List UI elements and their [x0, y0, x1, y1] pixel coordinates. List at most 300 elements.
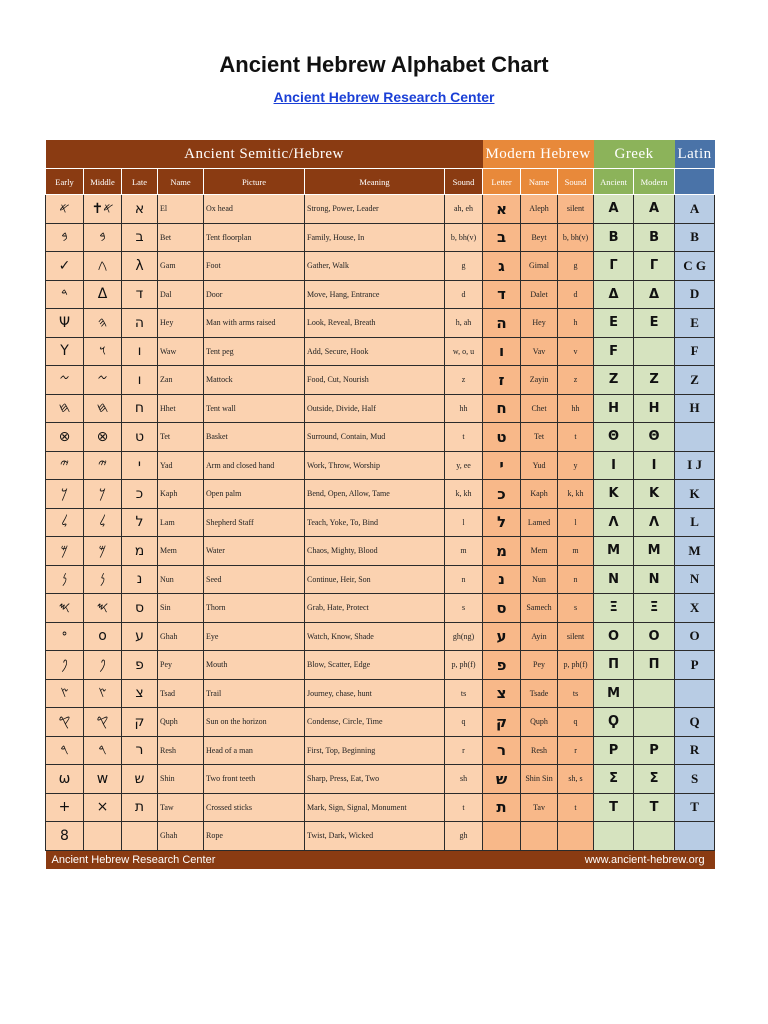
greek-ancient: O — [594, 622, 634, 651]
picture-cell: Head of a man — [204, 736, 305, 765]
early-glyph: 𐤀 — [46, 195, 84, 224]
greek-ancient: A — [594, 195, 634, 224]
early-glyph: Y — [46, 337, 84, 366]
meaning-cell: Add, Secure, Hook — [305, 337, 445, 366]
modern-letter: פ — [483, 651, 521, 680]
early-glyph: 𐤏 — [46, 622, 84, 651]
middle-glyph: 𐤒 — [84, 708, 122, 737]
sound-cell: gh — [445, 822, 483, 851]
greek-ancient: Z — [594, 366, 634, 395]
greek-modern — [634, 337, 675, 366]
modern-name: Tet — [521, 423, 558, 452]
modern-letter: ר — [483, 736, 521, 765]
letter-name: Ghah — [158, 622, 204, 651]
modern-sound — [558, 822, 594, 851]
modern-sound: g — [558, 252, 594, 281]
meaning-cell: Teach, Yoke, To, Bind — [305, 508, 445, 537]
modern-name: Chet — [521, 394, 558, 423]
middle-glyph: 𐤐 — [84, 651, 122, 680]
greek-ancient: Π — [594, 651, 634, 680]
modern-sound: y — [558, 451, 594, 480]
sound-cell: p, ph(f) — [445, 651, 483, 680]
picture-cell: Crossed sticks — [204, 793, 305, 822]
col-header-name: Name — [158, 169, 204, 195]
early-glyph: 𐤃 — [46, 280, 84, 309]
greek-ancient: Ξ — [594, 594, 634, 623]
early-glyph: 𐤁 — [46, 223, 84, 252]
greek-ancient: P — [594, 736, 634, 765]
meaning-cell: Look, Reveal, Breath — [305, 309, 445, 338]
early-glyph: 𐤐 — [46, 651, 84, 680]
modern-name: Tav — [521, 793, 558, 822]
modern-letter: נ — [483, 565, 521, 594]
letter-name: El — [158, 195, 204, 224]
latin-letter: S — [675, 765, 715, 794]
letter-name: Gam — [158, 252, 204, 281]
modern-name: Mem — [521, 537, 558, 566]
middle-glyph: 𐤍 — [84, 565, 122, 594]
greek-ancient: F — [594, 337, 634, 366]
modern-name: Ayin — [521, 622, 558, 651]
greek-ancient: K — [594, 480, 634, 509]
early-glyph: Ψ — [46, 309, 84, 338]
greek-modern: A — [634, 195, 675, 224]
early-glyph: ⊗ — [46, 423, 84, 452]
late-glyph: ר — [122, 736, 158, 765]
latin-letter: K — [675, 480, 715, 509]
early-glyph: 𐤊 — [46, 480, 84, 509]
modern-sound: s — [558, 594, 594, 623]
sound-cell: s — [445, 594, 483, 623]
meaning-cell: Twist, Dark, Wicked — [305, 822, 445, 851]
middle-glyph: 𐤎 — [84, 594, 122, 623]
greek-ancient: E — [594, 309, 634, 338]
modern-name: Lamed — [521, 508, 558, 537]
late-glyph: λ — [122, 252, 158, 281]
modern-name: Dalet — [521, 280, 558, 309]
table-row — [46, 223, 715, 252]
picture-cell: Door — [204, 280, 305, 309]
greek-ancient: T — [594, 793, 634, 822]
late-glyph: מ — [122, 537, 158, 566]
letter-name: Bet — [158, 223, 204, 252]
latin-letter: P — [675, 651, 715, 680]
picture-cell: Ox head — [204, 195, 305, 224]
sound-cell: t — [445, 793, 483, 822]
letter-name: Waw — [158, 337, 204, 366]
modern-letter: כ — [483, 480, 521, 509]
modern-letter: ק — [483, 708, 521, 737]
table-row — [46, 679, 715, 708]
table-row — [46, 280, 715, 309]
greek-modern: Δ — [634, 280, 675, 309]
meaning-cell: Mark, Sign, Signal, Monument — [305, 793, 445, 822]
modern-letter — [483, 822, 521, 851]
modern-sound: m — [558, 537, 594, 566]
modern-name: Vav — [521, 337, 558, 366]
letter-name: Taw — [158, 793, 204, 822]
greek-modern: I — [634, 451, 675, 480]
modern-sound: sh, s — [558, 765, 594, 794]
picture-cell: Two front teeth — [204, 765, 305, 794]
middle-glyph: ✝𐤀 — [84, 195, 122, 224]
latin-letter: B — [675, 223, 715, 252]
late-glyph: ו — [122, 366, 158, 395]
early-glyph: 𐤌 — [46, 537, 84, 566]
table-row — [46, 822, 715, 851]
latin-letter: N — [675, 565, 715, 594]
late-glyph — [122, 822, 158, 851]
modern-letter: ב — [483, 223, 521, 252]
latin-letter — [675, 423, 715, 452]
modern-sound: v — [558, 337, 594, 366]
early-glyph: 𐤆 — [46, 366, 84, 395]
late-glyph: ע — [122, 622, 158, 651]
latin-letter: R — [675, 736, 715, 765]
letter-name: Tsad — [158, 679, 204, 708]
middle-glyph: 𐤇 — [84, 394, 122, 423]
picture-cell: Tent peg — [204, 337, 305, 366]
middle-glyph: 𐤂 — [84, 252, 122, 281]
modern-sound: hh — [558, 394, 594, 423]
late-glyph: צ — [122, 679, 158, 708]
modern-sound: l — [558, 508, 594, 537]
modern-name: Gimal — [521, 252, 558, 281]
modern-letter: י — [483, 451, 521, 480]
greek-modern: Θ — [634, 423, 675, 452]
picture-cell: Man with arms raised — [204, 309, 305, 338]
modern-name: Pey — [521, 651, 558, 680]
late-glyph: ש — [122, 765, 158, 794]
modern-sound: t — [558, 793, 594, 822]
modern-sound: ts — [558, 679, 594, 708]
col-header-sound: Sound — [445, 169, 483, 195]
sound-cell: h, ah — [445, 309, 483, 338]
table-row — [46, 508, 715, 537]
latin-letter: D — [675, 280, 715, 309]
modern-name: Shin Sin — [521, 765, 558, 794]
latin-letter: O — [675, 622, 715, 651]
modern-sound: z — [558, 366, 594, 395]
greek-modern: T — [634, 793, 675, 822]
greek-ancient: Θ — [594, 423, 634, 452]
meaning-cell: First, Top, Beginning — [305, 736, 445, 765]
late-glyph: ד — [122, 280, 158, 309]
footer-left: Ancient Hebrew Research Center — [46, 850, 483, 869]
col-header-latin-blank — [675, 169, 715, 195]
greek-modern: N — [634, 565, 675, 594]
modern-name: Samech — [521, 594, 558, 623]
research-center-link[interactable]: Ancient Hebrew Research Center — [273, 89, 495, 105]
letter-name: Mem — [158, 537, 204, 566]
letter-name: Resh — [158, 736, 204, 765]
modern-letter: ט — [483, 423, 521, 452]
table-row — [46, 565, 715, 594]
group-header-modern: Modern Hebrew — [483, 140, 594, 169]
greek-modern: H — [634, 394, 675, 423]
col-header-late: Late — [122, 169, 158, 195]
greek-modern: Γ — [634, 252, 675, 281]
picture-cell: Sun on the horizon — [204, 708, 305, 737]
latin-letter: A — [675, 195, 715, 224]
group-header-greek: Greek — [594, 140, 675, 169]
modern-sound: h — [558, 309, 594, 338]
meaning-cell: Food, Cut, Nourish — [305, 366, 445, 395]
modern-sound: silent — [558, 195, 594, 224]
meaning-cell: Bend, Open, Allow, Tame — [305, 480, 445, 509]
middle-glyph: 𐤓 — [84, 736, 122, 765]
alphabet-table — [45, 140, 715, 869]
sound-cell: t — [445, 423, 483, 452]
middle-glyph: o — [84, 622, 122, 651]
greek-modern: K — [634, 480, 675, 509]
modern-letter: ס — [483, 594, 521, 623]
modern-sound: b, bh(v) — [558, 223, 594, 252]
modern-sound: p, ph(f) — [558, 651, 594, 680]
middle-glyph: 𐤉 — [84, 451, 122, 480]
table-row — [46, 252, 715, 281]
greek-ancient: Ϙ — [594, 708, 634, 737]
greek-modern: Π — [634, 651, 675, 680]
latin-letter: L — [675, 508, 715, 537]
middle-glyph: 𐤄 — [84, 309, 122, 338]
letter-name: Kaph — [158, 480, 204, 509]
sound-cell: g — [445, 252, 483, 281]
middle-glyph: 𐤋 — [84, 508, 122, 537]
greek-ancient: N — [594, 565, 634, 594]
modern-letter: מ — [483, 537, 521, 566]
meaning-cell: Blow, Scatter, Edge — [305, 651, 445, 680]
modern-name: Tsade — [521, 679, 558, 708]
letter-name: Yad — [158, 451, 204, 480]
modern-letter: ה — [483, 309, 521, 338]
greek-modern: M — [634, 537, 675, 566]
meaning-cell: Condense, Circle, Time — [305, 708, 445, 737]
modern-name: Aleph — [521, 195, 558, 224]
modern-name: Zayin — [521, 366, 558, 395]
picture-cell: Seed — [204, 565, 305, 594]
greek-ancient: B — [594, 223, 634, 252]
sound-cell: w, o, u — [445, 337, 483, 366]
picture-cell: Trail — [204, 679, 305, 708]
modern-letter: א — [483, 195, 521, 224]
letter-name: Dal — [158, 280, 204, 309]
early-glyph: 𐤑 — [46, 679, 84, 708]
picture-cell: Open palm — [204, 480, 305, 509]
footer-right[interactable]: www.ancient-hebrew.org — [483, 850, 715, 869]
early-glyph: + — [46, 793, 84, 822]
sound-cell: k, kh — [445, 480, 483, 509]
table-row — [46, 765, 715, 794]
letter-name: Nun — [158, 565, 204, 594]
late-glyph: י — [122, 451, 158, 480]
meaning-cell: Journey, chase, hunt — [305, 679, 445, 708]
sound-cell: z — [445, 366, 483, 395]
sound-cell: d — [445, 280, 483, 309]
sound-cell: sh — [445, 765, 483, 794]
late-glyph: א — [122, 195, 158, 224]
early-glyph: 𐤉 — [46, 451, 84, 480]
middle-glyph: ⊗ — [84, 423, 122, 452]
picture-cell: Arm and closed hand — [204, 451, 305, 480]
letter-name: Tet — [158, 423, 204, 452]
early-glyph: 𐤒 — [46, 708, 84, 737]
meaning-cell: Grab, Hate, Protect — [305, 594, 445, 623]
greek-modern: E — [634, 309, 675, 338]
col-header-middle: Middle — [84, 169, 122, 195]
latin-letter: X — [675, 594, 715, 623]
middle-glyph: 𐤊 — [84, 480, 122, 509]
table-row — [46, 309, 715, 338]
middle-glyph: × — [84, 793, 122, 822]
greek-modern: B — [634, 223, 675, 252]
letter-name: Zan — [158, 366, 204, 395]
early-glyph: ω — [46, 765, 84, 794]
sound-cell: hh — [445, 394, 483, 423]
modern-name — [521, 822, 558, 851]
table-row — [46, 736, 715, 765]
sound-cell: ah, eh — [445, 195, 483, 224]
late-glyph: ט — [122, 423, 158, 452]
picture-cell: Rope — [204, 822, 305, 851]
modern-name: Nun — [521, 565, 558, 594]
sound-cell: m — [445, 537, 483, 566]
middle-glyph — [84, 822, 122, 851]
modern-sound: t — [558, 423, 594, 452]
greek-modern: Ξ — [634, 594, 675, 623]
greek-ancient: I — [594, 451, 634, 480]
modern-sound: q — [558, 708, 594, 737]
table-row — [46, 423, 715, 452]
late-glyph: ל — [122, 508, 158, 537]
letter-name: Ghah — [158, 822, 204, 851]
sound-cell: n — [445, 565, 483, 594]
greek-ancient: M — [594, 537, 634, 566]
modern-sound: d — [558, 280, 594, 309]
latin-letter: C G — [675, 252, 715, 281]
table-row — [46, 337, 715, 366]
modern-letter: ת — [483, 793, 521, 822]
picture-cell: Eye — [204, 622, 305, 651]
latin-letter: Q — [675, 708, 715, 737]
sound-cell: l — [445, 508, 483, 537]
greek-modern: Σ — [634, 765, 675, 794]
modern-name: Quph — [521, 708, 558, 737]
greek-ancient — [594, 822, 634, 851]
col-header-meaning: Meaning — [305, 169, 445, 195]
early-glyph: 𐤋 — [46, 508, 84, 537]
latin-letter: F — [675, 337, 715, 366]
picture-cell: Mattock — [204, 366, 305, 395]
sound-cell: q — [445, 708, 483, 737]
middle-glyph: w — [84, 765, 122, 794]
greek-modern — [634, 679, 675, 708]
latin-letter — [675, 822, 715, 851]
greek-ancient: Γ — [594, 252, 634, 281]
modern-letter: ע — [483, 622, 521, 651]
col-header-letter: Letter — [483, 169, 521, 195]
latin-letter: T — [675, 793, 715, 822]
early-glyph: 𐤍 — [46, 565, 84, 594]
latin-letter: M — [675, 537, 715, 566]
picture-cell: Thorn — [204, 594, 305, 623]
modern-name: Kaph — [521, 480, 558, 509]
greek-modern: O — [634, 622, 675, 651]
modern-letter: צ — [483, 679, 521, 708]
greek-modern: Z — [634, 366, 675, 395]
greek-ancient: H — [594, 394, 634, 423]
picture-cell: Water — [204, 537, 305, 566]
meaning-cell: Outside, Divide, Half — [305, 394, 445, 423]
early-glyph: 8 — [46, 822, 84, 851]
picture-cell: Foot — [204, 252, 305, 281]
greek-ancient: Λ — [594, 508, 634, 537]
table-row — [46, 793, 715, 822]
col-header-modern-name: Name — [521, 169, 558, 195]
col-header-early: Early — [46, 169, 84, 195]
table-row — [46, 480, 715, 509]
table-row — [46, 195, 715, 224]
late-glyph: ו — [122, 337, 158, 366]
late-glyph: נ — [122, 565, 158, 594]
meaning-cell: Continue, Heir, Son — [305, 565, 445, 594]
letter-name: Hhet — [158, 394, 204, 423]
modern-letter: ד — [483, 280, 521, 309]
middle-glyph: 𐤁 — [84, 223, 122, 252]
picture-cell: Basket — [204, 423, 305, 452]
greek-modern — [634, 708, 675, 737]
late-glyph: פ — [122, 651, 158, 680]
modern-name: Yud — [521, 451, 558, 480]
middle-glyph: 𐤌 — [84, 537, 122, 566]
modern-sound: k, kh — [558, 480, 594, 509]
late-glyph: ח — [122, 394, 158, 423]
late-glyph: כ — [122, 480, 158, 509]
middle-glyph: Δ — [84, 280, 122, 309]
greek-ancient: Σ — [594, 765, 634, 794]
modern-sound: n — [558, 565, 594, 594]
latin-letter — [675, 679, 715, 708]
table-row — [46, 594, 715, 623]
letter-name: Lam — [158, 508, 204, 537]
meaning-cell: Watch, Know, Shade — [305, 622, 445, 651]
early-glyph: 𐤓 — [46, 736, 84, 765]
page-title: Ancient Hebrew Alphabet Chart — [219, 52, 549, 77]
meaning-cell: Sharp, Press, Eat, Two — [305, 765, 445, 794]
group-header-latin: Latin — [675, 140, 715, 169]
greek-modern — [634, 822, 675, 851]
col-header-modern-sound: Sound — [558, 169, 594, 195]
table-row — [46, 708, 715, 737]
letter-name: Hey — [158, 309, 204, 338]
meaning-cell: Move, Hang, Entrance — [305, 280, 445, 309]
sound-cell: y, ee — [445, 451, 483, 480]
middle-glyph: 𐤑 — [84, 679, 122, 708]
letter-name: Quph — [158, 708, 204, 737]
late-glyph: ת — [122, 793, 158, 822]
table-row — [46, 651, 715, 680]
latin-letter: E — [675, 309, 715, 338]
latin-letter: Z — [675, 366, 715, 395]
picture-cell: Mouth — [204, 651, 305, 680]
modern-letter: ג — [483, 252, 521, 281]
table-row — [46, 366, 715, 395]
letter-name: Sin — [158, 594, 204, 623]
letter-name: Pey — [158, 651, 204, 680]
latin-letter: I J — [675, 451, 715, 480]
picture-cell: Tent floorplan — [204, 223, 305, 252]
early-glyph: 𐤎 — [46, 594, 84, 623]
